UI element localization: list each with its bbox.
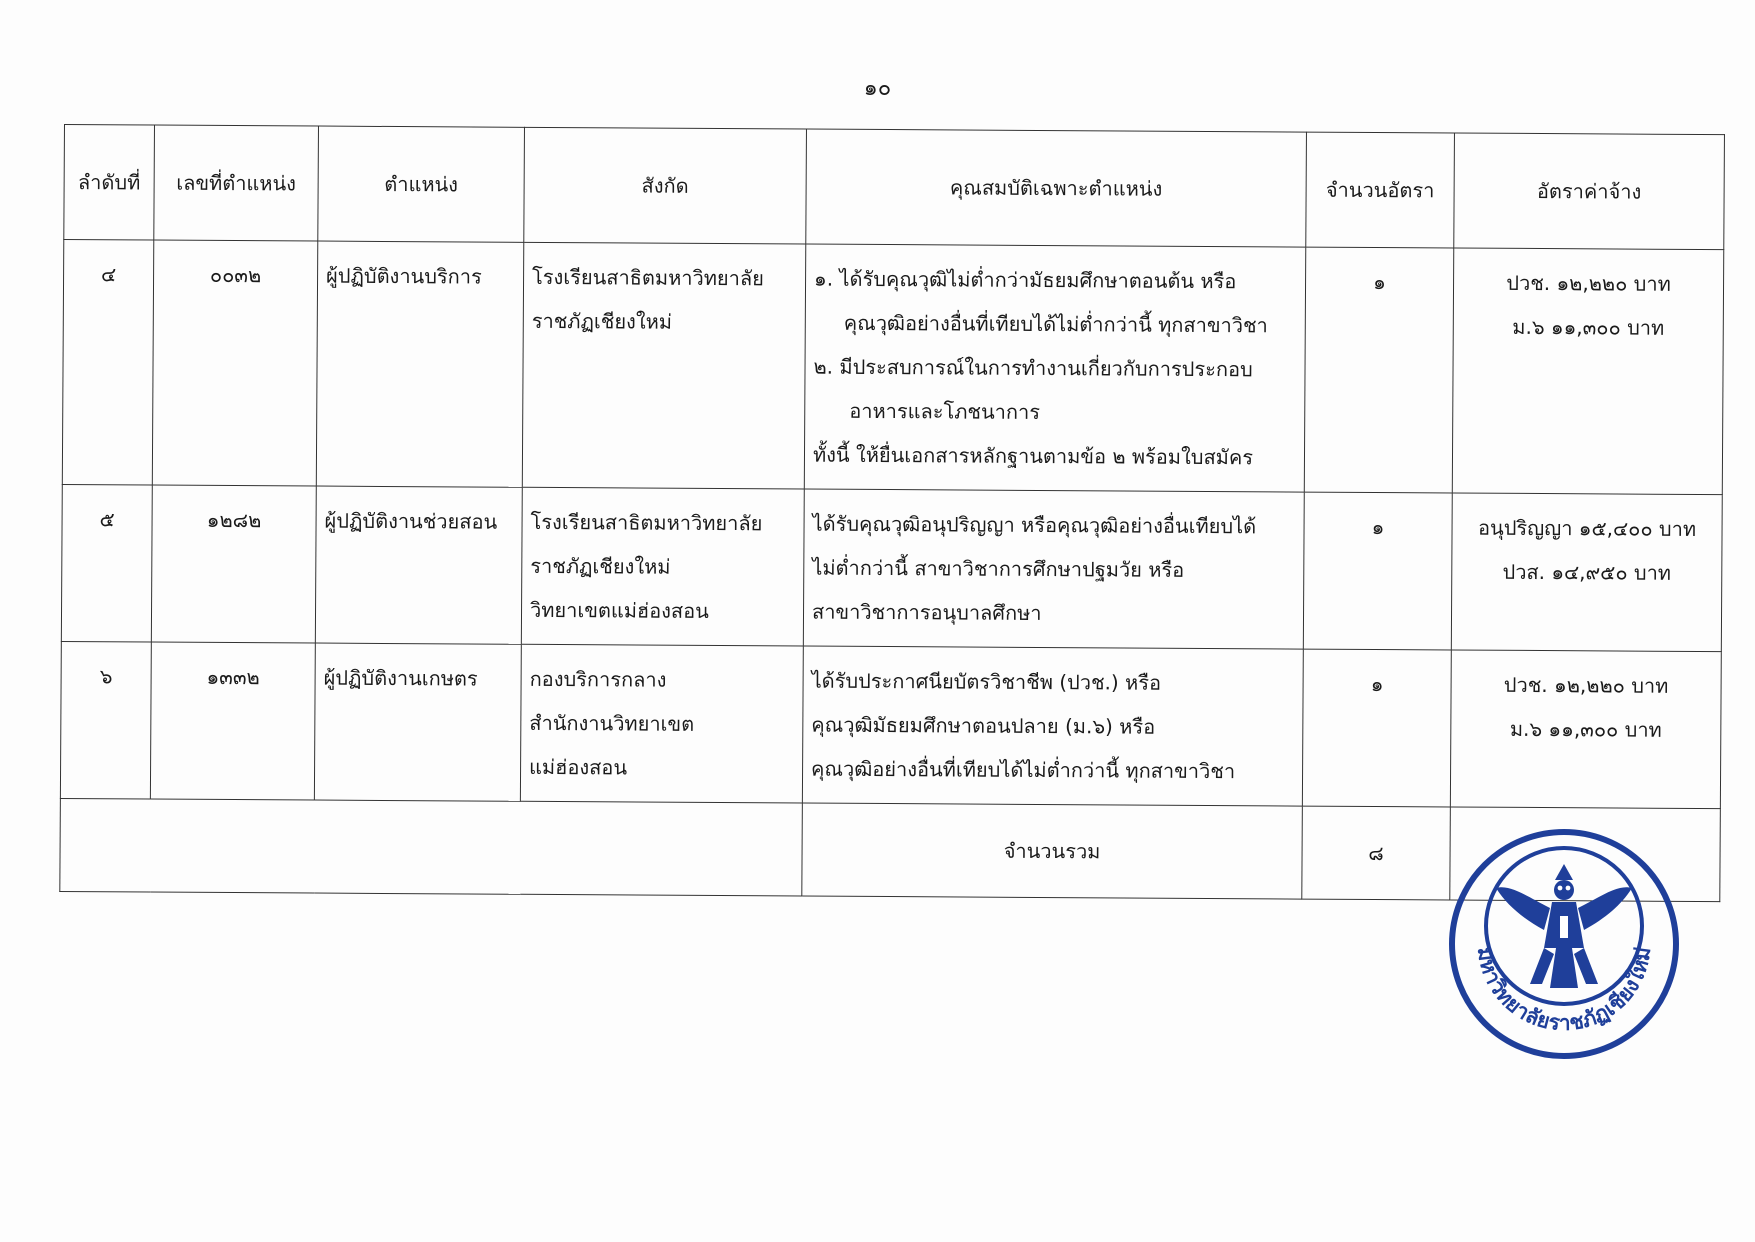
cell-qualifications: [802, 646, 1303, 806]
wage-line: ม.๖ ๑๑,๓๐๐ บาท: [1509, 716, 1662, 742]
header-qualifications: คุณสมบัติเฉพาะตำแหน่ง: [806, 129, 1307, 247]
qualification-line: ๒. มีประสบการณ์ในการทำงานเกี่ยวกับการประกอบ: [813, 354, 1253, 382]
affiliation-line: ราชภัฏเชียงใหม่: [530, 553, 671, 579]
qualification-line: คุณวุฒิอย่างอื่นที่เทียบได้ไม่ต่ำกว่านี้ ทุกสาขาวิชา: [843, 310, 1268, 338]
cell-position-no: ๑๓๓๒: [150, 642, 315, 800]
qualification-line: อาหารและโภชนาการ: [849, 398, 1041, 424]
seal-text: มหาวิทยาลัยราชภัฏเชียงใหม่: [1472, 945, 1656, 1036]
qualification-line: ไม่ต่ำกว่านี้ สาขาวิชาการศึกษาปฐมวัย หรือ: [812, 555, 1185, 582]
qualification-line: คุณวุฒิมัธยมศึกษาตอนปลาย (ม.๖) หรือ: [811, 712, 1156, 739]
cell-qualifications: [804, 244, 1305, 492]
qualification-line: ทั้งนี้ ให้ยื่นเอกสารหลักฐานตามข้อ ๒ พร้อมใบสมัคร: [812, 442, 1254, 470]
header-position-no: เลขที่ตำแหน่ง: [154, 125, 319, 241]
cell-wage: [1451, 493, 1722, 652]
qualification-line: คุณวุฒิอย่างอื่นที่เทียบได้ไม่ต่ำกว่านี้ ทุกสาขาวิชา: [811, 756, 1236, 784]
cell-position-no: ๐๐๓๒: [152, 240, 317, 486]
affiliation-line: แม่ฮ่องสอน: [529, 754, 628, 780]
qualification-line: ๑. ได้รับคุณวุฒิไม่ต่ำกว่ามัธยมศึกษาตอนต้น หรือ: [813, 266, 1237, 294]
header-affiliation: สังกัด: [524, 127, 807, 244]
cell-affiliation: [521, 487, 804, 646]
total-blank-cell: [60, 798, 803, 896]
header-position: ตำแหน่ง: [318, 126, 525, 242]
wage-line: ม.๖ ๑๑,๓๐๐ บาท: [1512, 314, 1665, 340]
affiliation-line: สำนักงานวิทยาเขต: [529, 710, 695, 736]
qualification-line: ได้รับประกาศนียบัตรวิชาชีพ (ปวช.) หรือ: [811, 668, 1162, 695]
qualification-line: สาขาวิชาการอนุบาลศึกษา: [811, 599, 1042, 625]
wage-line: ปวช. ๑๒,๒๒๐ บาท: [1506, 270, 1671, 296]
affiliation-line: วิทยาเขตแม่ฮ่องสอน: [529, 597, 709, 623]
affiliation-line: โรงเรียนสาธิตมหาวิทยาลัย: [532, 264, 764, 291]
cell-count: ๑: [1304, 247, 1453, 493]
positions-table: [59, 124, 1725, 902]
cell-order: ๖: [60, 641, 151, 799]
cell-qualifications: [803, 489, 1304, 649]
total-value: ๘: [1302, 806, 1451, 900]
header-count: จำนวนอัตรา: [1306, 132, 1455, 248]
cell-count: ๑: [1302, 649, 1451, 807]
wage-line: ปวช. ๑๒,๒๒๐ บาท: [1503, 672, 1669, 698]
cell-position: ผู้ปฏิบัติงานช่วยสอน: [315, 486, 522, 644]
affiliation-line: ราชภัฏเชียงใหม่: [531, 308, 673, 334]
wage-line: ปวส. ๑๔,๙๕๐ บาท: [1502, 559, 1672, 585]
affiliation-line: โรงเรียนสาธิตมหาวิทยาลัย: [530, 509, 763, 536]
cell-position: ผู้ปฏิบัติงานบริการ: [316, 241, 523, 487]
affiliation-line: กองบริการกลาง: [529, 666, 667, 692]
cell-order: ๔: [62, 240, 153, 486]
wage-line: อนุปริญญา ๑๕,๔๐๐ บาท: [1477, 515, 1697, 541]
cell-affiliation: [522, 242, 805, 489]
university-seal: [1444, 826, 1684, 1066]
table-row: [61, 484, 1722, 651]
qualification-line: ได้รับคุณวุฒิอนุปริญญา หรือคุณวุฒิอย่างอื่นเทียบได้: [812, 511, 1257, 539]
table-header-row: [64, 125, 1725, 250]
cell-affiliation: [520, 644, 803, 803]
header-order: ลำดับที่: [64, 125, 155, 241]
header-wage: อัตราค่าจ้าง: [1454, 133, 1725, 250]
garuda-seal-icon: [1444, 826, 1684, 1066]
cell-order: ๕: [61, 484, 152, 642]
cell-wage: [1452, 248, 1723, 495]
total-label: จำนวนรวม: [802, 803, 1303, 899]
table-row: [60, 641, 1721, 808]
cell-wage: [1450, 650, 1721, 809]
table-row: [62, 240, 1723, 495]
page-number: ๑๐: [863, 76, 892, 101]
cell-count: ๑: [1303, 492, 1452, 650]
cell-position: ผู้ปฏิบัติงานเกษตร: [314, 643, 521, 801]
cell-position-no: ๑๒๘๒: [151, 485, 316, 643]
